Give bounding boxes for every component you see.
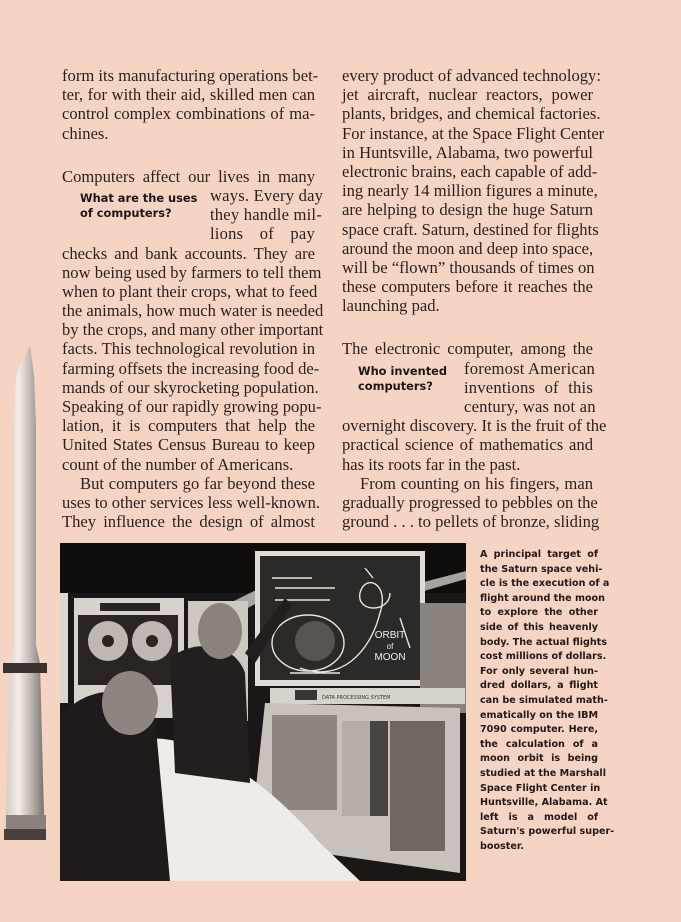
text-line: facts. This technological revolution in — [62, 339, 315, 359]
text-line: overnight discovery. It is the fruit of the — [342, 416, 607, 436]
caption-line: Space Flight Center in — [480, 782, 601, 794]
right-text-column — [342, 66, 607, 532]
caption-line: side of this heavenly — [480, 621, 598, 633]
text-line: uses to other services less well-known. — [62, 492, 321, 512]
text-line: now being used by farmers to tell them — [62, 262, 322, 282]
text-line: Speaking of our rapidly growing popu- — [62, 397, 322, 416]
paragraph — [342, 473, 600, 532]
text-line: ter, for with their aid, skilled men can — [62, 85, 315, 105]
text-line: They influence the design of almost — [62, 512, 315, 532]
heading-line: What are the uses — [80, 190, 198, 205]
paragraph — [62, 473, 321, 532]
paragraph — [342, 66, 605, 316]
text-line: mands of our skyrocketing population. — [62, 377, 319, 397]
text-line: has its roots far in the past. — [342, 454, 521, 474]
text-line: The electronic computer, among the — [342, 339, 593, 359]
text-line: century, was not an — [464, 397, 596, 416]
caption-line: can be simulated math- — [480, 694, 608, 706]
text-line: ing nearly 14 million figures a minute, — [342, 181, 598, 201]
text-line: United States Census Bureau to keep — [62, 435, 315, 455]
caption-line: studied at the Marshall — [480, 767, 607, 779]
text-line: count of the number of Americans. — [62, 454, 294, 474]
margin-question-heading — [80, 191, 197, 221]
caption-line: booster. — [480, 840, 524, 852]
text-line: around the moon and deep into space, — [342, 238, 594, 258]
text-line: chines. — [62, 123, 109, 143]
text-line: ways. Every day — [210, 185, 324, 205]
text-line: foremost American — [464, 358, 596, 378]
text-line: farming offsets the increasing food de- — [62, 358, 320, 378]
text-line: plants, bridges, and chemical factories. — [342, 104, 601, 124]
caption-line: moon orbit is being — [480, 753, 598, 765]
text-line: From counting on his fingers, man — [360, 473, 593, 493]
text-line: are helping to design the huge Saturn — [342, 200, 593, 220]
text-line: jet aircraft, nuclear reactors, power — [342, 85, 593, 105]
text-line: by the crops, and many other important — [62, 320, 324, 340]
text-line: launching pad. — [342, 296, 440, 316]
caption-line: the Saturn space vehi- — [480, 563, 603, 575]
text-line: For instance, at the Space Flight Center — [342, 123, 605, 143]
margin-question-heading — [358, 364, 447, 394]
paragraph — [62, 66, 319, 143]
text-line: Computers affect our lives in many — [62, 166, 315, 186]
paragraph — [62, 166, 324, 474]
photo-caption — [480, 548, 615, 854]
caption-line: Saturn's powerful super- — [480, 826, 615, 838]
caption-line: A principal target of — [480, 549, 598, 560]
text-line: inventions of this — [464, 377, 593, 397]
caption-line: body. The actual flights — [480, 636, 607, 648]
heading-line: Who invented — [358, 363, 448, 378]
caption-line: cost millions of dollars. — [480, 651, 607, 663]
text-line: space craft. Saturn, destined for flights — [342, 219, 599, 239]
text-line: gradually progressed to pebbles on the — [342, 492, 598, 512]
text-line: control complex combinations of ma- — [62, 104, 315, 124]
blackboard-of-text: of — [386, 642, 394, 651]
console-label: DATA PROCESSING SYSTEM — [322, 695, 391, 701]
caption-line: dred dollars, a flight — [480, 680, 598, 692]
text-line: But computers go far beyond these — [80, 473, 315, 493]
caption-line: the calculation of a — [480, 738, 598, 750]
text-line: in Huntsville, Alabama, two powerful — [342, 142, 593, 162]
text-line: they handle mil- — [210, 205, 322, 225]
caption-line: Huntsville, Alabama. At — [480, 797, 608, 809]
text-line: will be “flown” thousands of times on — [342, 257, 595, 277]
caption-line: flight around the moon — [480, 592, 605, 604]
heading-line: of computers? — [80, 205, 172, 220]
blackboard-moon-text: MOON — [374, 652, 406, 663]
caption-line: cle is the execution of a — [480, 578, 610, 590]
caption-line: ematically on the IBM — [480, 709, 598, 721]
text-line: practical science of mathematics and — [342, 435, 593, 455]
caption-line: left is a model of — [480, 811, 598, 823]
heading-line: computers? — [358, 378, 433, 393]
text-line: every product of advanced technology: — [342, 66, 601, 85]
text-line: checks and bank accounts. They are — [62, 243, 315, 263]
text-line: ground . . . to pellets of bronze, sliding — [342, 512, 600, 532]
ibm-7090-photo — [60, 543, 466, 881]
text-line: form its manufacturing operations bet- — [62, 66, 319, 85]
text-line: electronic brains, each capable of add- — [342, 161, 598, 181]
text-line: these computers before it reaches the — [342, 277, 593, 297]
blackboard-orbit-text: ORBIT — [374, 630, 406, 641]
text-line: when to plant their crops, what to feed — [62, 281, 318, 301]
text-line: lation, it is computers that help the — [62, 416, 315, 436]
text-line: lions of pay — [210, 224, 315, 244]
text-line: the animals, how much water is needed — [62, 301, 324, 321]
caption-line: For only several hun- — [480, 665, 598, 677]
caption-line: to explore the other — [480, 607, 598, 619]
left-text-column — [62, 66, 324, 532]
paragraph — [342, 339, 607, 474]
caption-line: 7090 computer. Here, — [480, 724, 598, 736]
saturn-rocket-model-image — [0, 345, 52, 840]
